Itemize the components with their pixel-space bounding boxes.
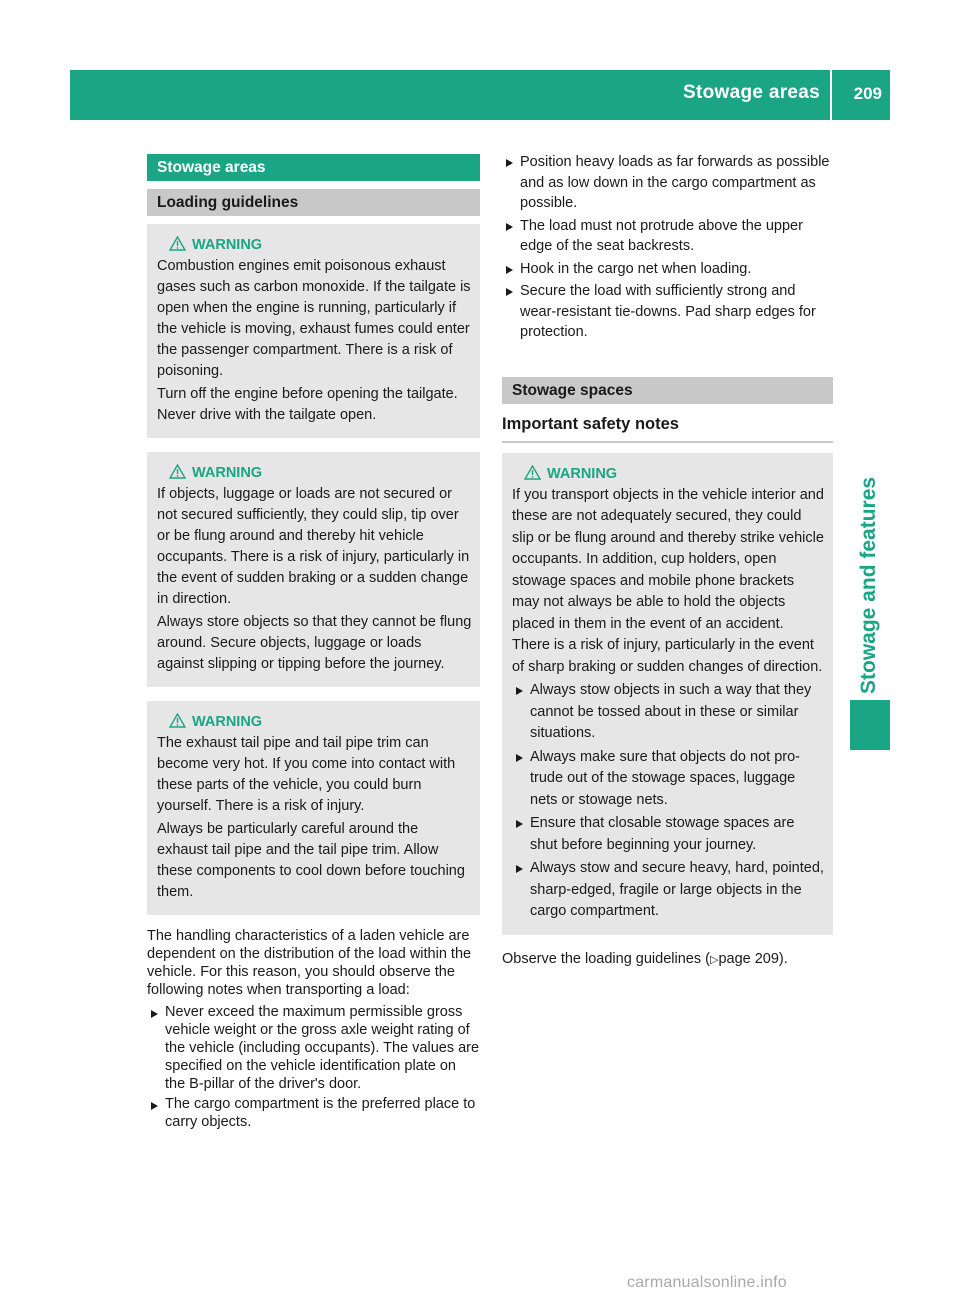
warning-text: Always store objects so that they cannot be flung around. Secure objects, luggage or loads against slipping or tipping before the journey. — [157, 614, 472, 672]
closing-text-end: ). — [778, 950, 788, 967]
closing-text: Observe the loading guidelines ( — [502, 950, 710, 967]
list-item: The cargo compartment is the preferred place to carry objects. — [147, 1095, 480, 1131]
page-number: 209 — [853, 84, 882, 103]
warning-box — [147, 452, 480, 687]
intro-paragraph: The handling characteristics of a laden vehicle are dependent on the distribution of the load within the vehicle. For this reason, you should observe the following notes when transporting a load: — [147, 928, 472, 998]
warning-label: WARNING — [192, 237, 263, 253]
warning-box — [147, 701, 480, 915]
list-item: Never exceed the maximum permissible gross vehicle weight or the gross axle weight rating of the vehicle (including occupants). The values are specified on the vehicle identification plate on the B-pillar of the driver's door. — [147, 1003, 480, 1093]
warning-triangle-icon — [169, 464, 186, 486]
watermark-text: carmanualsonline.info — [627, 1274, 787, 1291]
page-reference-link[interactable]: page 209 — [718, 950, 779, 967]
section-title-stowage-spaces: Stowage spaces — [502, 377, 833, 404]
warning-triangle-icon — [169, 713, 186, 735]
closing-paragraph — [502, 949, 833, 971]
list-item: Always stow objects in such a way that they cannot be tossed about in these or similar situations. — [512, 680, 825, 745]
subsection-title-loading-guidelines: Loading guidelines — [147, 189, 480, 216]
left-column — [147, 154, 480, 1133]
warning-text: Turn off the engine before opening the tailgate. Never drive with the tailgate open. — [157, 386, 458, 423]
warning-box — [502, 453, 833, 935]
header-title: Stowage areas — [683, 82, 820, 103]
list-item: Always make sure that objects do not protrude out of the stowage spaces, luggage nets or stowage nets. — [512, 747, 825, 812]
bullet-list — [147, 1003, 480, 1131]
list-item: Always stow and secure heavy, hard, pointed, sharp-edged, fragile or large objects in the cargo compartment. — [512, 858, 825, 923]
warning-label: WARNING — [547, 465, 618, 482]
warning-heading — [157, 234, 472, 256]
list-item: The load must not protrude above the upper edge of the seat backrests. — [502, 216, 833, 257]
warning-text: Combustion engines emit poisonous exhaust gases such as carbon monoxide. If the tailgate is open when the engine is running, particularly if the vehicle is moving, exhaust fumes could enter the passenger compartment. There is a risk of poisoning. — [157, 258, 471, 379]
side-tab-label: Stowage and features — [857, 476, 880, 694]
warning-heading — [157, 462, 472, 484]
warning-text: If objects, luggage or loads are not secured or not secured sufficiently, they could slip, tip over or be flung around and thereby hit vehicle occupants. There is a risk of injury, particularly in the event of sudden braking or a sudden change in direction. — [157, 486, 470, 607]
warning-label: WARNING — [192, 714, 263, 730]
warning-box — [147, 224, 480, 438]
warning-triangle-icon — [169, 236, 186, 258]
page-header-bar — [70, 70, 890, 120]
right-column — [502, 152, 833, 971]
warning-heading — [512, 463, 825, 485]
list-item: Secure the load with sufficiently strong and wear-resistant tie-downs. Pad sharp edges for protection. — [502, 281, 833, 343]
warning-text: Always be particularly careful around the exhaust tail pipe and the tail pipe trim. Allow these components to cool down before touching them. — [157, 821, 465, 900]
warning-text: If you transport objects in the vehicle interior and these are not adequately secured, they could slip or be flung around and thereby strike vehicle occupants. In addition, cup holders, open stowage spaces and mobile phone brackets may not always be able to hold the objects placed in them in the event of an accident. There is a risk of injury, particularly in the event of sharp braking or sudden changes of direction. — [512, 486, 824, 675]
side-tab-marker — [850, 700, 890, 750]
list-item: Position heavy loads as far forwards as possible and as low down in the cargo compartment as possible. — [502, 152, 833, 214]
list-item: Ensure that closable stowage spaces are shut before beginning your journey. — [512, 813, 825, 856]
warning-text: The exhaust tail pipe and tail pipe trim can become very hot. If you come into contact with these parts of the vehicle, you could burn yourself. There is a risk of injury. — [157, 735, 456, 814]
list-item: Hook in the cargo net when loading. — [502, 259, 833, 280]
body-text — [147, 927, 480, 1131]
warning-bullet-list — [512, 680, 825, 923]
page-ref-arrow-icon: ▷ — [709, 953, 719, 966]
bullet-list — [502, 152, 833, 343]
subsection-title-safety-notes: Important safety notes — [502, 414, 833, 443]
warning-heading — [157, 711, 472, 733]
warning-triangle-icon — [524, 465, 541, 487]
header-divider — [830, 70, 832, 120]
section-title-stowage-areas: Stowage areas — [147, 154, 480, 181]
warning-label: WARNING — [192, 465, 263, 481]
